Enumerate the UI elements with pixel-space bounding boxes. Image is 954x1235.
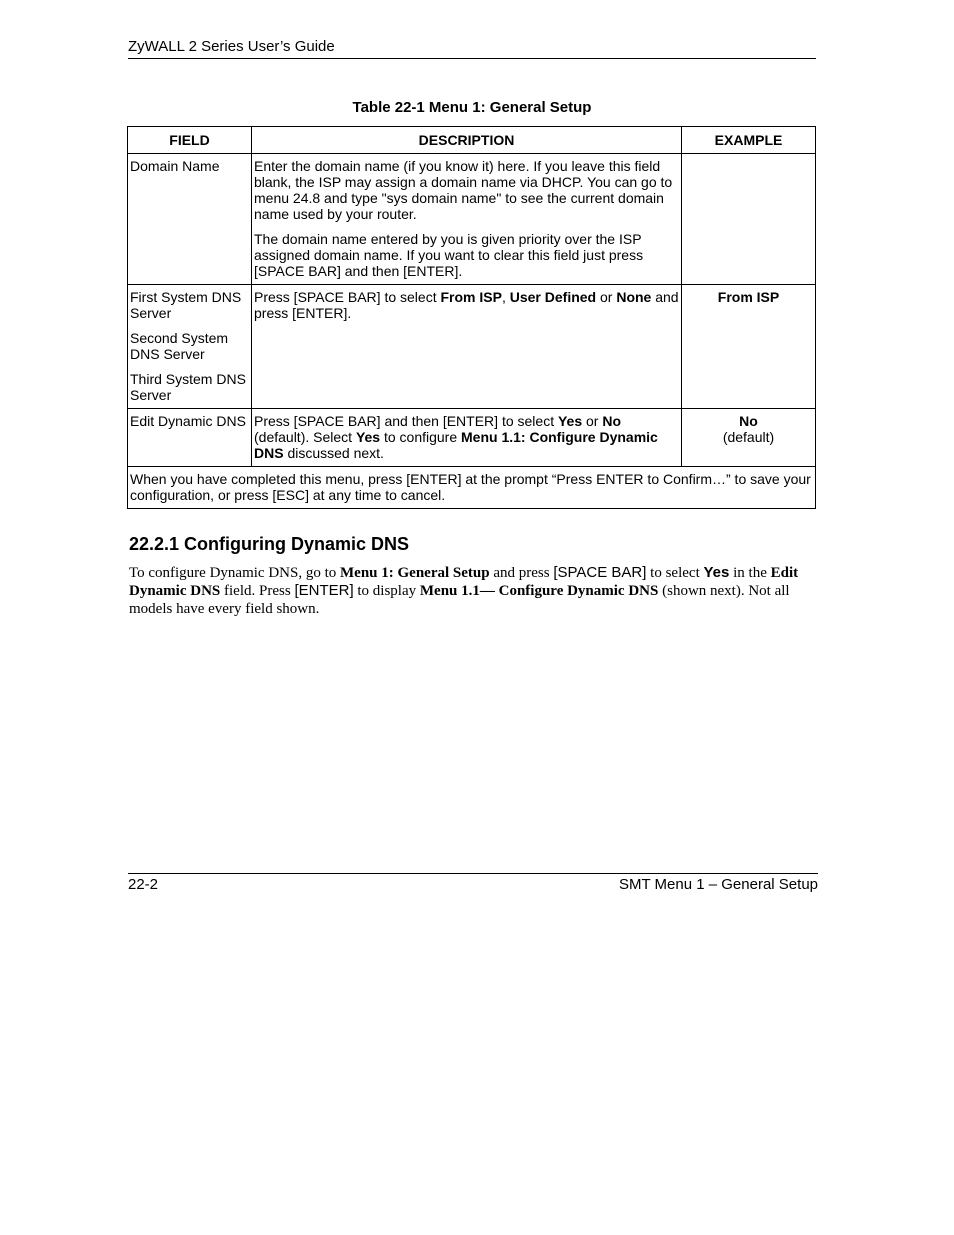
column-header-field: FIELD (128, 127, 252, 154)
table-header-row (128, 127, 816, 154)
example-subtext: (default) (722, 429, 775, 445)
text: and press (489, 565, 554, 581)
option-no: No (602, 413, 622, 429)
field-first-dns: First System DNS Server (130, 289, 242, 321)
field-cell: Edit Dynamic DNS (128, 409, 252, 467)
option-yes: Yes (557, 413, 583, 429)
menu-reference: Menu 1.1— Configure Dynamic DNS (419, 583, 659, 599)
example-value: No (739, 413, 758, 429)
table-caption: Table 22-1 Menu 1: General Setup (352, 99, 592, 116)
general-setup-table (127, 126, 816, 509)
key-label: [ENTER] (294, 582, 354, 599)
example-value: From ISP (717, 289, 780, 305)
desc-text: Press [SPACE BAR] and then [ENTER] to select (254, 413, 558, 429)
description-cell (252, 409, 682, 467)
table-row-edit-dynamic-dns (128, 409, 816, 467)
example-cell (682, 285, 816, 409)
field-cell: Domain Name (128, 154, 252, 285)
option-none: None (616, 289, 652, 305)
text: to select (646, 565, 704, 581)
description-cell (252, 285, 682, 409)
example-cell (682, 154, 816, 285)
desc-text: and press [ENTER]. (254, 289, 679, 321)
text: To configure Dynamic DNS, go to (129, 565, 340, 581)
text: (shown next). Not all models have every field shown. (129, 583, 790, 617)
text: in the (729, 565, 771, 581)
desc-text: (default). Select (254, 429, 356, 445)
text: to display (353, 583, 420, 599)
desc-text: Press [SPACE BAR] to select (254, 289, 441, 305)
page-number: 22-2 (128, 876, 159, 893)
option-yes: Yes (703, 564, 730, 581)
section-paragraph (129, 564, 819, 618)
field-second-dns: Second System DNS Server (130, 330, 229, 362)
table-row-domain-name (128, 154, 816, 285)
desc-text: discussed next. (283, 445, 384, 461)
column-header-example: EXAMPLE (682, 127, 816, 154)
menu-reference: Menu 1: General Setup (340, 565, 490, 581)
option-from-isp: From ISP (440, 289, 502, 305)
page-header: ZyWALL 2 Series User’s Guide (128, 38, 816, 59)
desc-text: or (582, 413, 603, 429)
option-user-defined: User Defined (509, 289, 597, 305)
table-row-note (128, 467, 816, 509)
description-paragraph: The domain name entered by you is given priority over the ISP assigned domain name. If you want to clear this field just press [SPACE BAR] and then [ENTER]. (254, 231, 644, 279)
desc-text: or (596, 289, 617, 305)
field-third-dns: Third System DNS Server (130, 371, 246, 403)
option-yes: Yes (355, 429, 381, 445)
section-heading: 22.2.1 Configuring Dynamic DNS (129, 534, 410, 554)
field-cell (128, 285, 252, 409)
table-row-dns-servers (128, 285, 816, 409)
description-paragraph: Enter the domain name (if you know it) here. If you leave this field blank, the ISP may assign a domain name via DHCP. You can go to menu 24.8 and type "sys domain name" to see the current domain name used by your router. (254, 158, 673, 222)
page-footer (128, 873, 818, 894)
desc-text: to configure (380, 429, 462, 445)
note-cell: When you have completed this menu, press [ENTER] at the prompt “Press ENTER to Confirm…” to save your configuration, or press [ESC] at any time to cancel. (128, 467, 816, 509)
field-reference: Edit Dynamic DNS (129, 565, 799, 599)
chapter-title: SMT Menu 1 – General Setup (619, 876, 818, 893)
key-label: [SPACE BAR] (553, 564, 647, 581)
desc-text: , (501, 289, 510, 305)
example-cell (682, 409, 816, 467)
menu-reference: Menu 1.1: Configure Dynamic DNS (254, 429, 658, 461)
column-header-description: DESCRIPTION (252, 127, 682, 154)
text: field. Press (220, 583, 295, 599)
description-cell (252, 154, 682, 285)
